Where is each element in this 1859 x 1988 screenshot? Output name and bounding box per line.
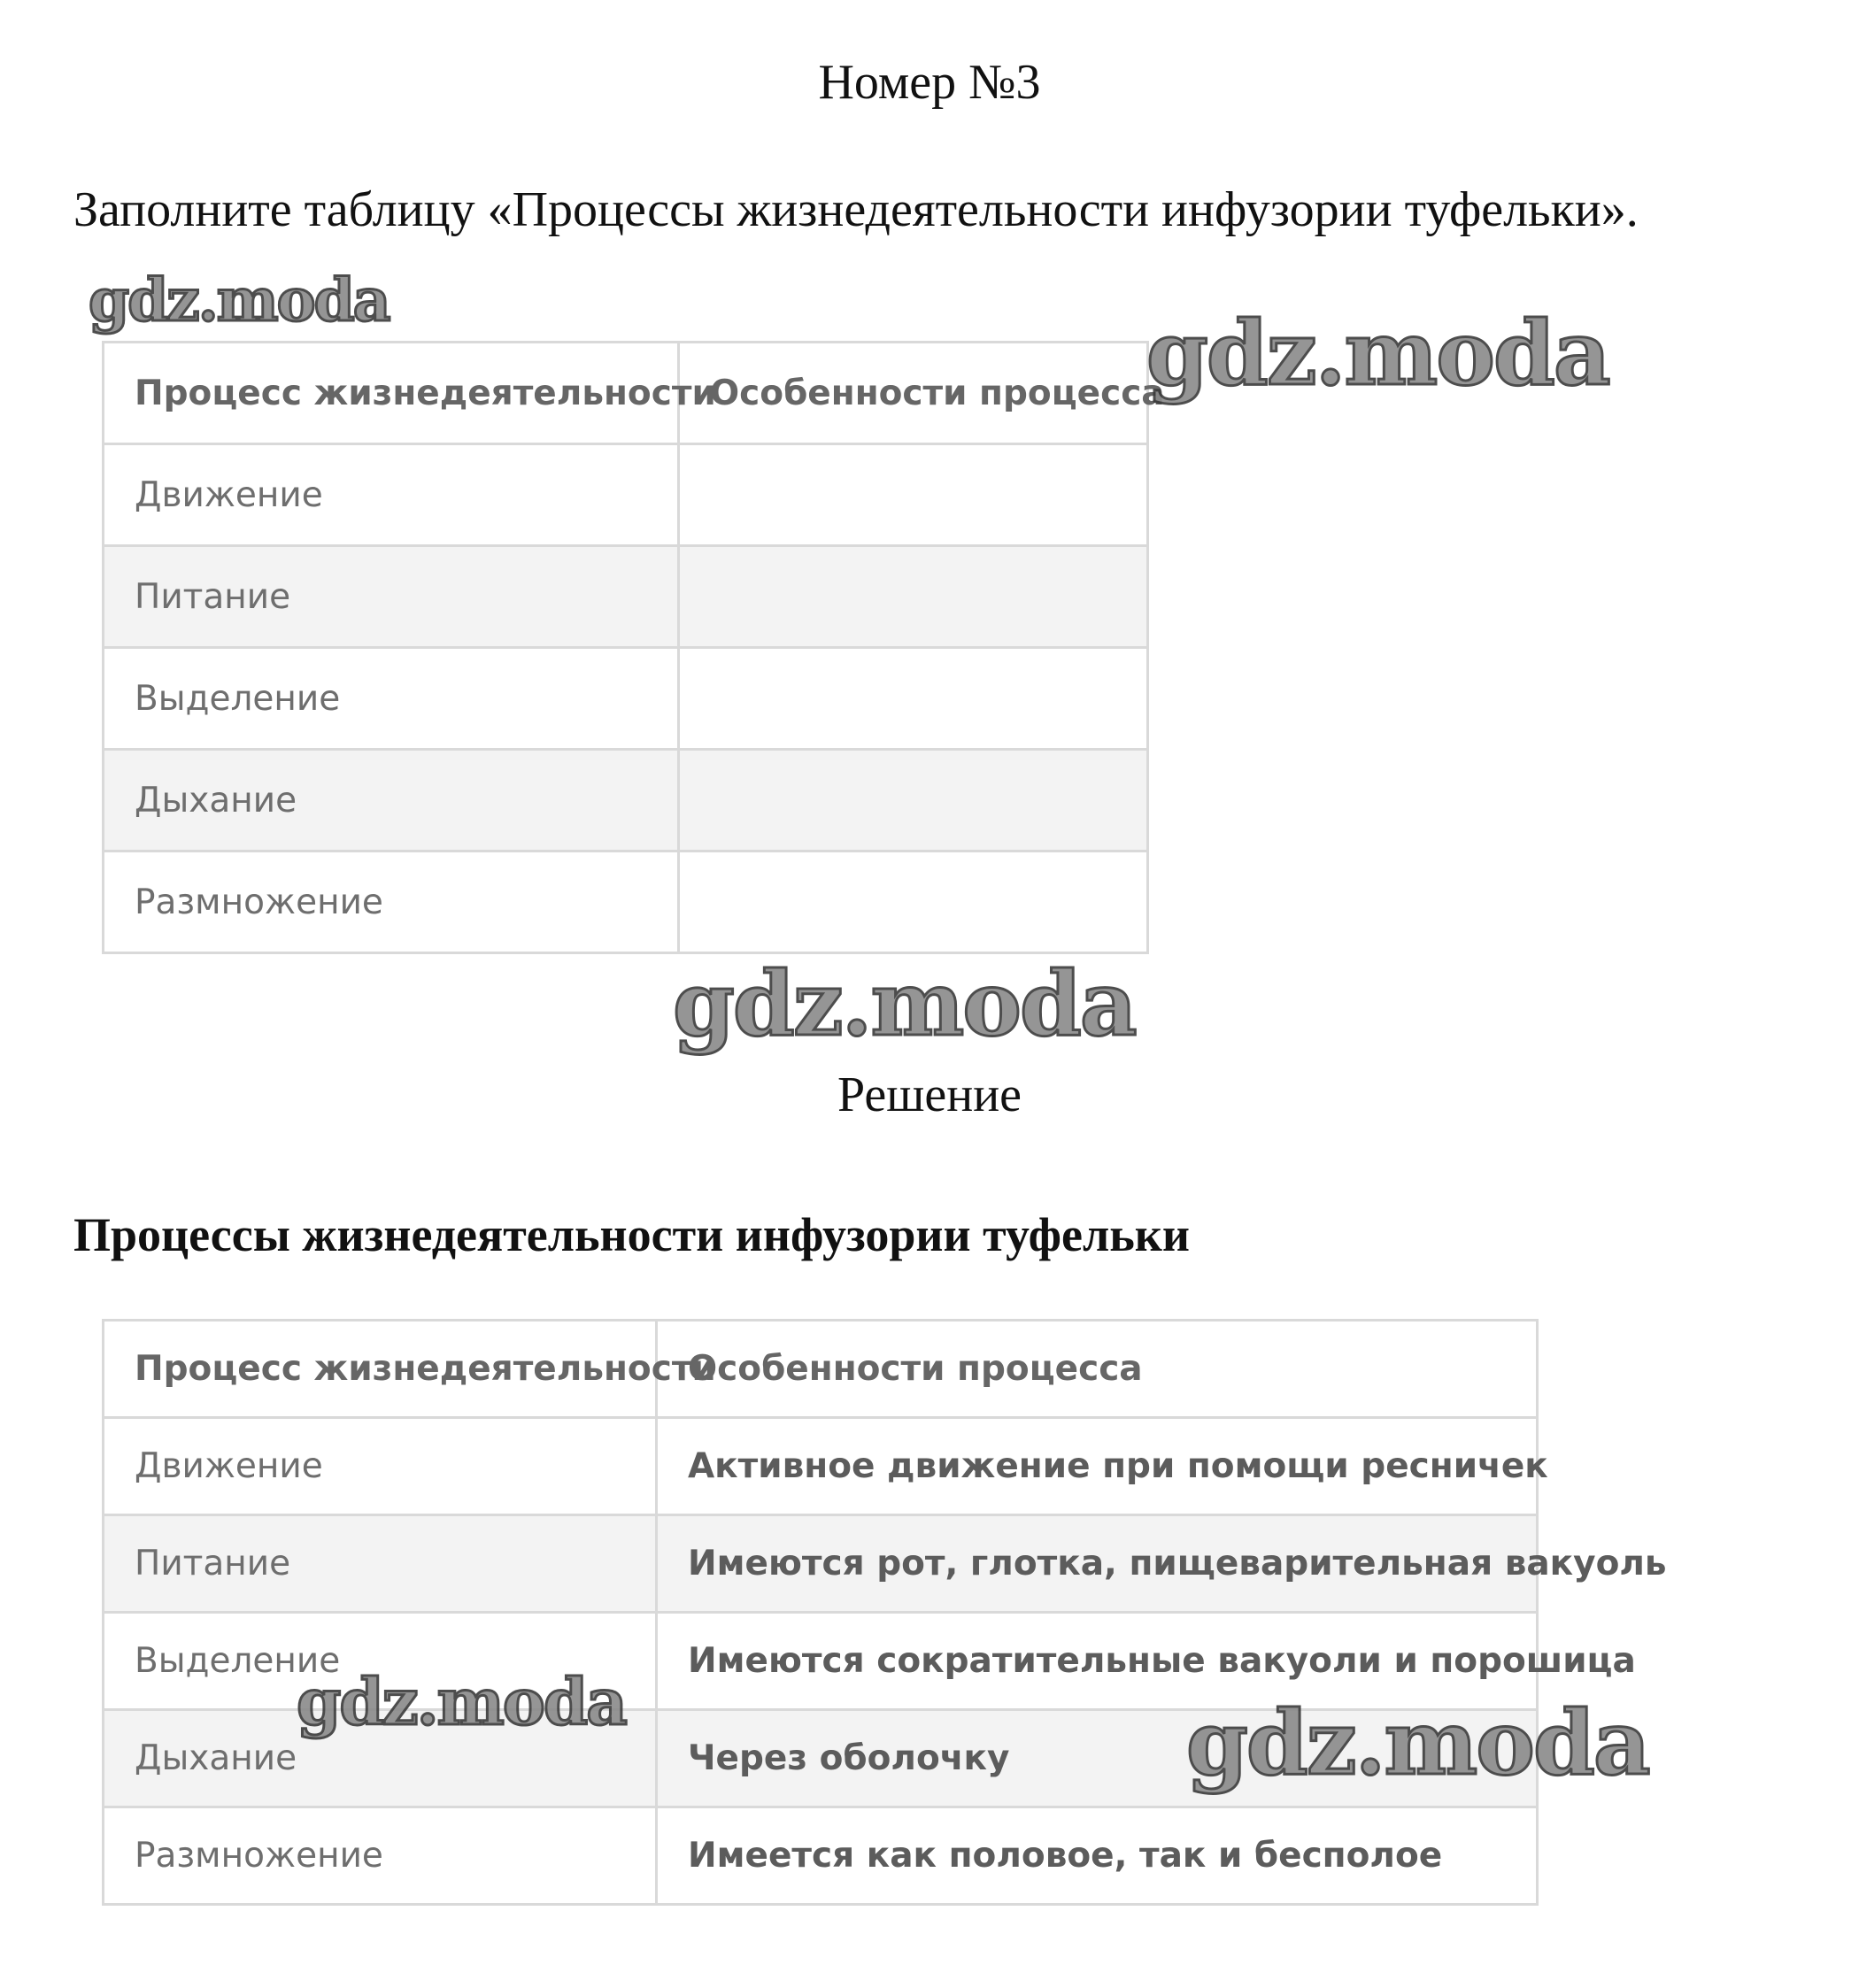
watermark: gdz.moda <box>1146 301 1609 405</box>
table-cell-process: Выделение <box>104 1613 657 1710</box>
solution-label: Решение <box>837 1067 1022 1122</box>
table-row <box>104 546 1148 648</box>
table-cell-process: Размножение <box>104 1807 657 1905</box>
table-row <box>104 1418 1538 1515</box>
table-cell-process: Движение <box>104 1418 657 1515</box>
header-cell-process: Процесс жизнедеятельности <box>104 343 679 444</box>
header-cell-process: Процесс жизнедеятельности <box>104 1321 657 1418</box>
table-cell-process: Дыхание <box>104 750 679 851</box>
table-cell-process: Дыхание <box>104 1710 657 1807</box>
table-row <box>104 750 1148 851</box>
table-cell-features <box>679 546 1148 648</box>
watermark: gdz.moda <box>297 1664 626 1739</box>
header-cell-features: Особенности процесса <box>679 343 1148 444</box>
solution-title: Процессы жизнедеятельности инфузории туфельки <box>73 1208 1191 1261</box>
table-cell-process: Движение <box>104 444 679 546</box>
table-header-row <box>104 343 1148 444</box>
table-cell-process: Размножение <box>104 851 679 953</box>
table-cell-features <box>679 750 1148 851</box>
table-cell-features: Через оболочку <box>657 1710 1538 1807</box>
table-cell-process: Выделение <box>104 648 679 750</box>
task-table <box>102 341 1165 954</box>
watermark: gdz.moda <box>1186 1691 1649 1795</box>
table-cell-process: Питание <box>104 1515 657 1613</box>
table-cell-features <box>679 648 1148 750</box>
table-cell-process: Питание <box>104 546 679 648</box>
task-text: Заполните таблицу «Процессы жизнедеятельности инфузории туфельки». <box>73 182 1639 237</box>
table-cell-features: Имеются сократительные вакуоли и порошица <box>657 1613 1538 1710</box>
table-row <box>104 1807 1538 1905</box>
table-row <box>104 648 1148 750</box>
watermark: gdz.moda <box>89 266 390 335</box>
table-cell-features <box>679 851 1148 953</box>
table-header-row <box>104 1321 1538 1418</box>
table-row <box>104 444 1148 546</box>
table-cell-features <box>679 444 1148 546</box>
header-cell-features: Особенности процесса <box>657 1321 1538 1418</box>
table-row <box>104 851 1148 953</box>
watermark: gdz.moda <box>673 952 1136 1056</box>
table-cell-features: Активное движение при помощи ресничек <box>657 1418 1538 1515</box>
task-number: Номер №3 <box>818 55 1041 110</box>
table-cell-features: Имеются рот, глотка, пищеварительная вакуоль <box>657 1515 1538 1613</box>
table-cell-features: Имеется как половое, так и бесполое <box>657 1807 1538 1905</box>
solution-table <box>102 1319 1667 1906</box>
table-row <box>104 1515 1538 1613</box>
